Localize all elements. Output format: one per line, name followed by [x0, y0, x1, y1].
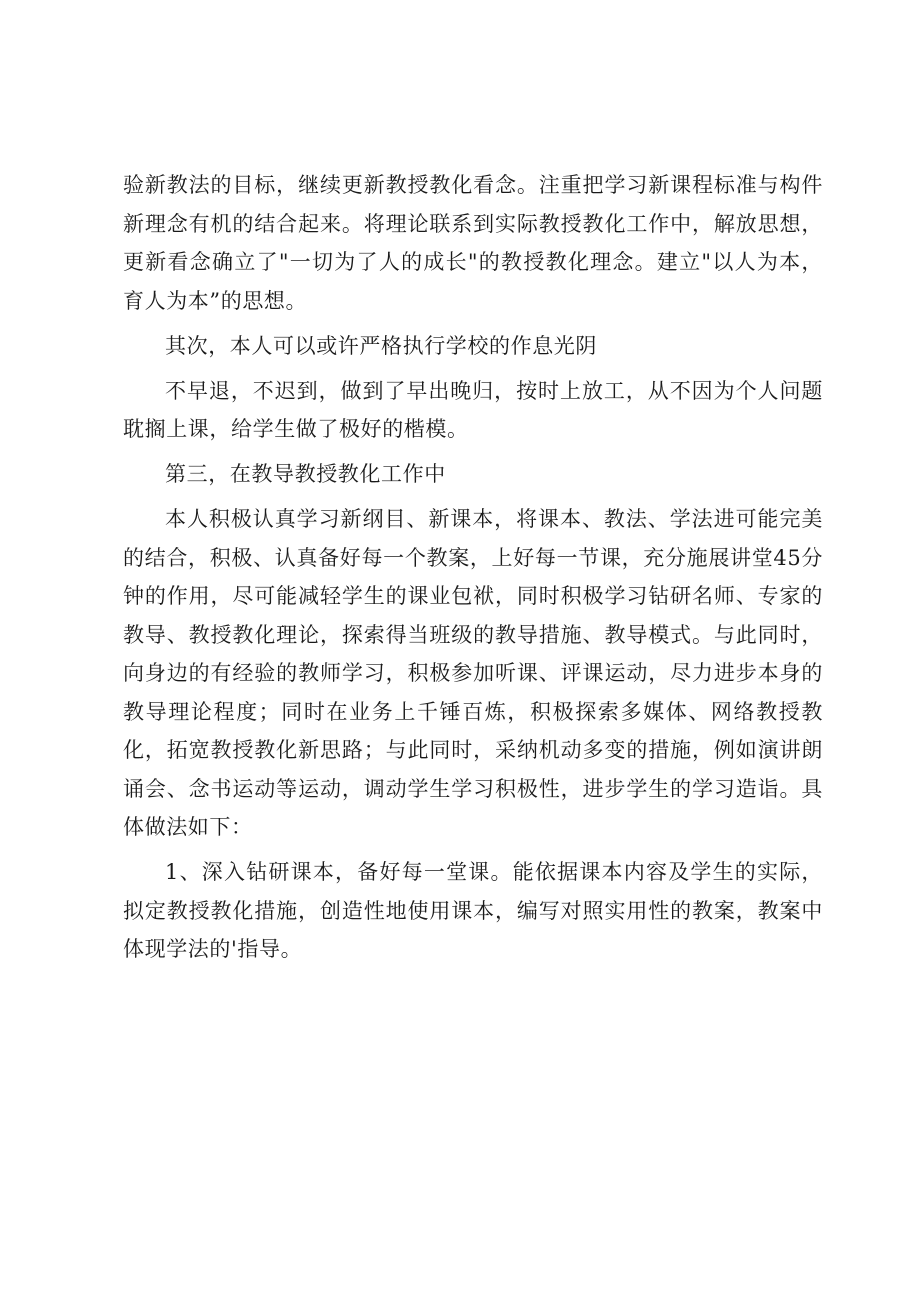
paragraph-continuation: 验新教法的目标，继续更新教授教化看念。注重把学习新课程标准与构件新理念有机的结合起来。将理论联系到实际教授教化工作中，解放思想，更新看念确立了"一切为了人的成长"的教授教化理念。建立"以人为本，育人为本”的思想。	[123, 173, 823, 313]
paragraph-third-point: 第三，在教导教授教化工作中	[165, 462, 446, 486]
paragraph-punctuality: 不早退，不迟到，做到了早出晚归，按时上放工，从不因为个人问题耽搁上课，给学生做了极好的楷模。	[123, 378, 823, 441]
paragraph-second-point: 其次，本人可以或许严格执行学校的作息光阴	[165, 333, 597, 358]
paragraph-teaching-work: 本人积极认真学习新纲目、新课本，将课本、教法、学法进可能完美的结合，积极、认真备好每一个教案，上好每一节课，充分施展讲堂45分钟的作用，尽可能减轻学生的课业包袱，同时积极学习钻研名师、专家的教导、教授教化理论，探索得当班级的教导措施、教导模式。与此同时，向身边的有经验的教师学习，积极参加听课、评课运动，尽力进步本身的教导理论程度；同时在业务上千锤百炼，积极探索多媒体、网络教授教化，拓宽教授教化新思路；与此同时，采纳机动多变的措施，例如演讲朗诵会、念书运动等运动，调动学生学习积极性，进步学生的学习造诣。具体做法如下：	[123, 507, 823, 839]
document-body	[123, 166, 823, 969]
paragraph-lesson-prep: 1、深入钻研课本，备好每一堂课。能依据课本内容及学生的实际，拟定教授教化措施，创造性地使用课本，编写对照实用性的教案，教案中体现学法的'指导。	[123, 860, 823, 961]
